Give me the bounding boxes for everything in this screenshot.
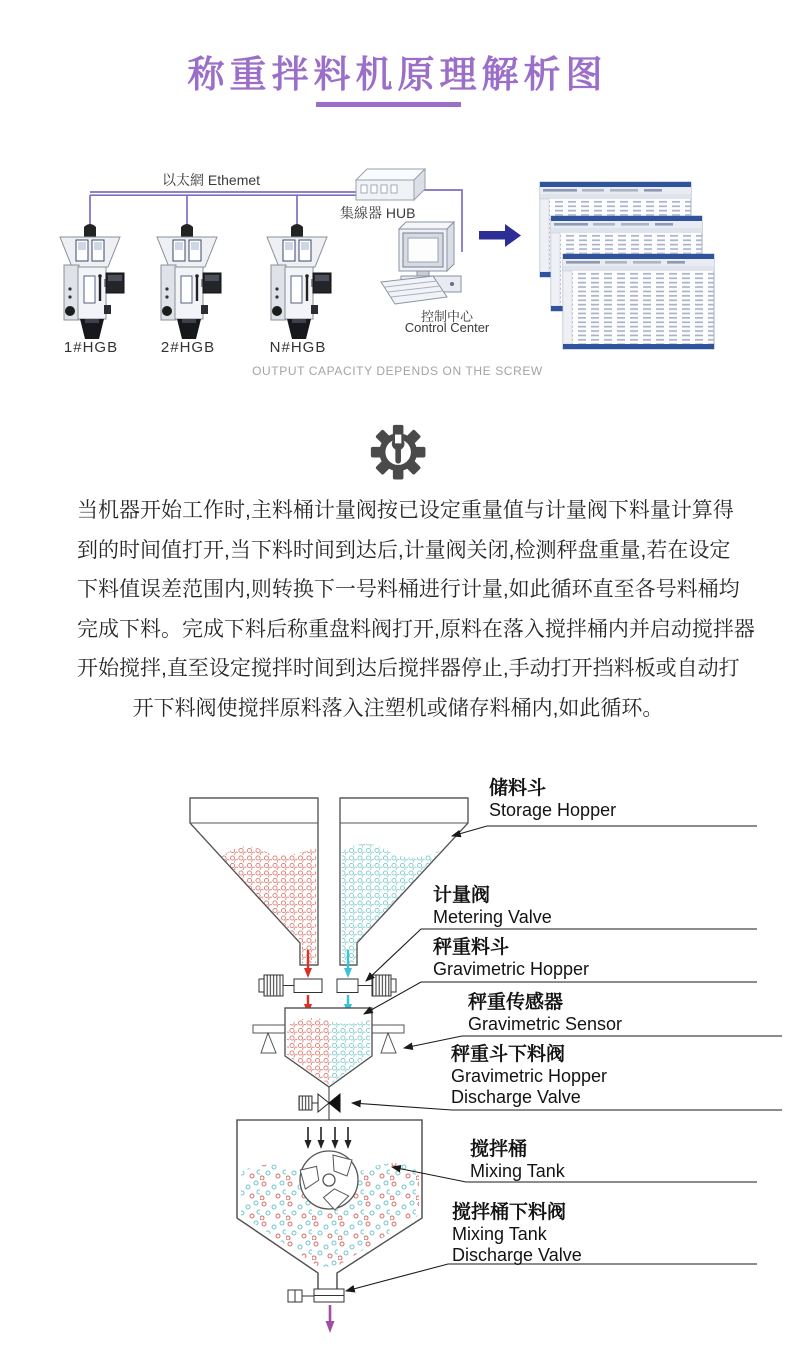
- description-paragraph: [77, 491, 755, 728]
- callout-mixing-discharge: [452, 1201, 582, 1266]
- callout-storage-hopper-en: Storage Hopper: [489, 800, 617, 820]
- control-center-label-en: Control Center: [404, 320, 490, 335]
- callout-gravimetric-discharge-en2: Discharge Valve: [451, 1087, 581, 1107]
- outlet-arrow-purple: [326, 1305, 335, 1333]
- callout-storage-hopper: [489, 777, 616, 821]
- description-line: 开始搅拌,直至设定搅拌时间到达后搅拌器停止,手动打开挡料板或自动打: [77, 657, 740, 680]
- callout-mixing-tank-en: Mixing Tank: [470, 1161, 565, 1181]
- hgb-machine-3: [267, 224, 331, 339]
- storage-hopper-left: [190, 798, 318, 965]
- control-center-computer: [381, 222, 461, 304]
- callout-mixing-discharge-en2: Discharge Valve: [452, 1245, 582, 1265]
- data-windows: [540, 182, 714, 349]
- callout-gravimetric-discharge-en1: Gravimetric Hopper: [451, 1066, 608, 1086]
- machine-label-2: 2#HGB: [160, 339, 216, 356]
- hub-label: 集線器 HUB: [340, 205, 416, 221]
- callout-gravimetric-discharge: [451, 1043, 607, 1108]
- description-line: 当机器开始工作时,主料桶计量阀按已设定重量值与计量阀下料量计算得: [77, 499, 734, 522]
- callout-mixing-discharge-zh: 搅拌桶下料阀: [452, 1202, 567, 1223]
- callout-gravimetric-sensor: [468, 991, 622, 1035]
- hgb-machine-1: [60, 224, 124, 339]
- gravimetric-discharge-valve: [299, 1094, 340, 1112]
- machine-label-3: N#HGB: [269, 339, 327, 356]
- description-line: 下料值误差范围内,则转换下一号料桶进行计量,如此循环直至各号料桶均: [77, 578, 740, 601]
- gravimetric-hopper-shape: [285, 1008, 372, 1087]
- callout-metering-valve-zh: 计量阀: [433, 885, 491, 906]
- callout-metering-valve-en: Metering Valve: [433, 907, 552, 927]
- hgb-machine-2: [157, 224, 221, 339]
- description-line: 到的时间值打开,当下料时间到达后,计量阀关闭,检测秤盘重量,若在设定: [77, 538, 731, 562]
- ethernet-hub: [356, 169, 425, 200]
- page-title: 称重拌料机原理解析图: [187, 54, 608, 95]
- callout-gravimetric-hopper-zh: 秤重料斗: [433, 937, 510, 958]
- callout-metering-valve: [433, 884, 552, 928]
- mixing-discharge-valve: [288, 1289, 344, 1302]
- capacity-note: OUTPUT CAPACITY DEPENDS ON THE SCREW: [252, 364, 543, 378]
- callout-gravimetric-sensor-zh: 秤重传感器: [468, 992, 564, 1013]
- callout-gravimetric-sensor-en: Gravimetric Sensor: [468, 1014, 623, 1034]
- ethernet-label: 以太網 Ethemet: [162, 172, 261, 188]
- callout-gravimetric-discharge-zh: 秤重斗下料阀: [451, 1044, 566, 1065]
- control-center-label-zh: 控制中心: [420, 309, 473, 324]
- description-line: 完成下料。完成下料后称重盘料阀打开,原料在落入搅拌桶内并启动搅拌器: [77, 617, 755, 641]
- flow-arrow: [479, 224, 521, 247]
- callout-mixing-tank: [470, 1138, 565, 1182]
- gravimetric-sensor-left: [253, 1025, 286, 1053]
- metering-valve-right: [337, 975, 396, 996]
- callout-gravimetric-hopper: [433, 936, 589, 980]
- title-underline: [316, 102, 461, 107]
- callout-storage-hopper-zh: 储料斗: [489, 778, 547, 799]
- machine-label-1: 1#HGB: [63, 339, 119, 356]
- callout-mixing-tank-zh: 搅拌桶: [470, 1139, 528, 1160]
- description-line: 开下料阀使搅拌原料落入注塑机或储存料桶内,如此循环。: [132, 696, 664, 720]
- gear-wrench-icon: [371, 425, 426, 480]
- callout-gravimetric-hopper-en: Gravimetric Hopper: [433, 959, 590, 979]
- callout-mixing-discharge-en1: Mixing Tank: [452, 1224, 547, 1244]
- metering-valve-left: [259, 975, 322, 996]
- gravimetric-sensor-right: [372, 1025, 404, 1053]
